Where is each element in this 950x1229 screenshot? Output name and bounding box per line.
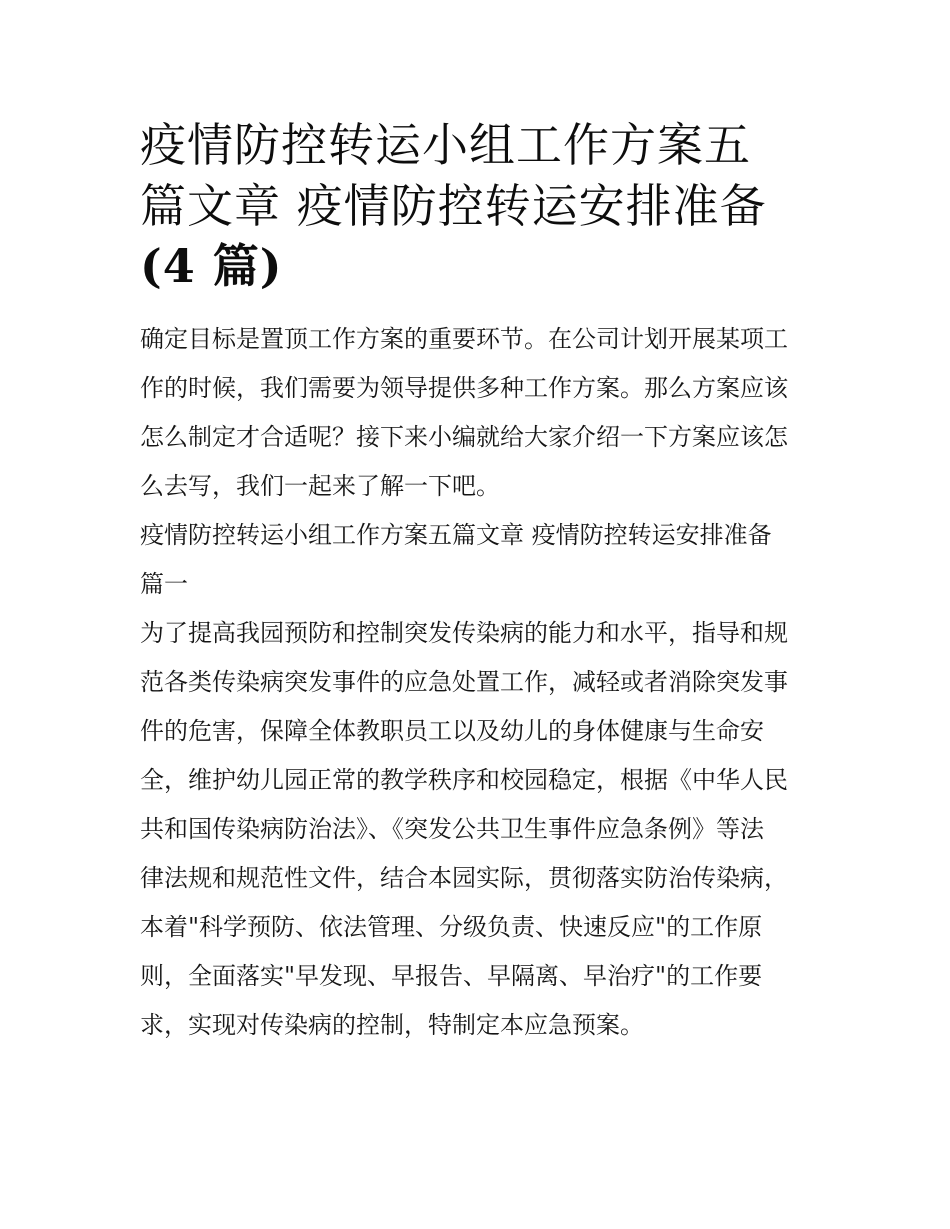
section-heading-line-1: 疫情防控转运小组工作方案五篇文章 疫情防控转运安排准备 — [140, 521, 772, 550]
intro-paragraph — [140, 315, 820, 511]
intro-line: 怎么制定才合适呢？接下来小编就给大家介绍一下方案应该怎 — [140, 423, 788, 452]
intro-line: 作的时候，我们需要为领导提供多种工作方案。那么方案应该 — [140, 374, 788, 403]
body-line: 求，实现对传染病的控制，特制定本应急预案。 — [140, 1011, 644, 1040]
body-line: 则，全面落实"早发现、早报告、早隔离、早治疗"的工作要 — [140, 962, 763, 991]
title-line-3: (4 篇) — [140, 239, 283, 294]
intro-line: 么去写，我们一起来了解一下吧。 — [140, 472, 500, 501]
body-paragraph — [140, 609, 820, 1050]
document-title — [140, 115, 820, 297]
title-line-1: 疫情防控转运小组工作方案五 — [140, 118, 751, 172]
document-content — [140, 115, 820, 1050]
body-line: 律法规和规范性文件，结合本园实际，贯彻落实防治传染病， — [140, 864, 788, 893]
body-line: 本着"科学预防、依法管理、分级负责、快速反应"的工作原 — [140, 913, 763, 942]
body-line: 范各类传染病突发事件的应急处置工作，减轻或者消除突发事 — [140, 668, 788, 697]
body-line: 全，维护幼儿园正常的教学秩序和校园稳定，根据《中华人民 — [140, 766, 788, 795]
intro-line: 确定目标是置顶工作方案的重要环节。在公司计划开展某项工 — [140, 325, 788, 354]
section-heading — [140, 511, 820, 609]
title-line-2: 篇文章 疫情防控转运安排准备 — [140, 178, 767, 233]
body-line: 共和国传染病防治法》、《突发公共卫生事件应急条例》等法 — [140, 815, 764, 844]
section-heading-line-2: 篇一 — [140, 570, 188, 599]
body-line: 为了提高我园预防和控制突发传染病的能力和水平，指导和规 — [140, 619, 788, 648]
body-line: 件的危害，保障全体教职员工以及幼儿的身体健康与生命安 — [140, 717, 764, 746]
